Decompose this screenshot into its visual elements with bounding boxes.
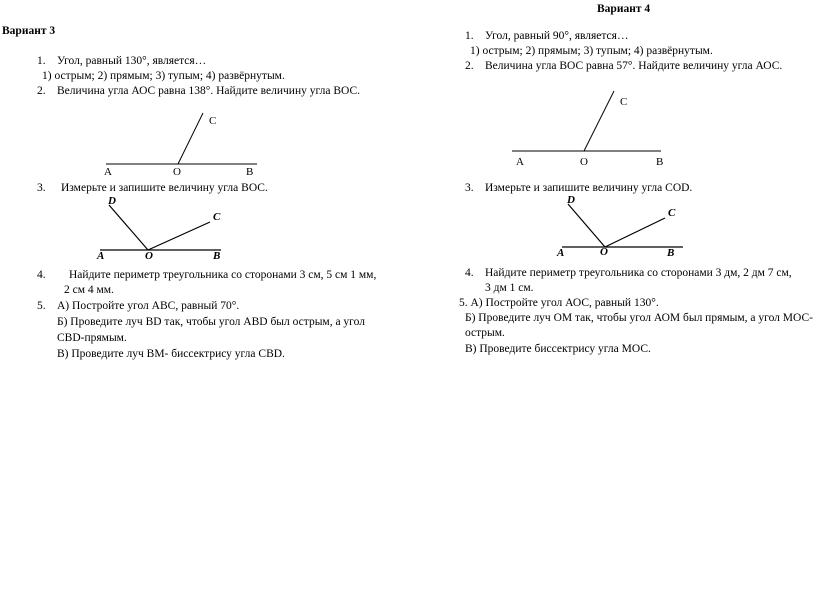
v3-q5-part-b-line1: Б) Проведите луч BD так, чтобы угол ABD был острым, а угол (57, 316, 365, 328)
v4-q4-text-line1: Найдите периметр треугольника со сторонами 3 дм, 2 дм 7 см, (485, 267, 792, 279)
v4-fig2-label-d: D (567, 194, 575, 206)
v4-q1-text: Угол, равный 90°, является… (485, 30, 629, 42)
v3-fig1-label-a: А (104, 166, 112, 178)
v4-fig2-ray-od (568, 204, 605, 247)
v4-fig2-ray-oc (605, 218, 665, 247)
v3-fig1-label-c: С (209, 115, 217, 127)
v4-fig1-label-a: А (516, 156, 524, 168)
v4-fig1-label-c: С (620, 96, 628, 108)
v4-q4-text-line2: 3 дм 1 см. (485, 282, 534, 294)
v4-q2-number: 2. (465, 60, 474, 72)
v3-q4-text-line1: Найдите периметр треугольника со сторонами 3 см, 5 см 1 мм, (69, 269, 377, 281)
v4-q1-options: 1) острым; 2) прямым; 3) тупым; 4) развёрнутым. (470, 45, 713, 57)
v3-q5-part-a: А) Постройте угол АВС, равный 70°. (57, 300, 240, 312)
v4-q5-part-c: В) Проведите биссектрису угла МОС. (465, 343, 651, 355)
v3-q1-options: 1) острым; 2) прямым; 3) тупым; 4) развёрнутым. (42, 70, 285, 82)
v3-fig2-label-o: O (145, 250, 153, 262)
v3-q1-number: 1. (37, 55, 46, 67)
v3-q5-part-c: В) Проведите луч ВМ- биссектрису угла CBD. (57, 348, 285, 360)
v4-q3-number: 3. (465, 182, 474, 194)
v4-fig2-label-o: O (600, 246, 608, 258)
v3-fig2-label-d: D (108, 195, 116, 207)
v3-q1-text: Угол, равный 130°, является… (57, 55, 207, 67)
v3-q4-number: 4. (37, 269, 46, 281)
v4-q5-part-b-line1: Б) Проведите луч ОМ так, чтобы угол АОМ был прямым, а угол МОС- (465, 312, 813, 324)
v3-q2-number: 2. (37, 85, 46, 97)
variant-3-title: Вариант 3 (2, 25, 56, 37)
v4-q2-text: Величина угла ВОС равна 57°. Найдите величину угла АОС. (485, 60, 783, 72)
variant-4-title: Вариант 4 (597, 3, 651, 15)
v3-fig1-label-b: В (246, 166, 254, 178)
v3-fig2-label-c: C (213, 211, 221, 223)
v4-q5-part-b-line2: острым. (465, 327, 505, 339)
v3-q3-text: Измерьте и запишите величину угла ВОС. (61, 182, 268, 194)
v3-q3-number: 3. (37, 182, 46, 194)
v4-q4-number: 4. (465, 267, 474, 279)
v3-q2-text: Величина угла АОС равна 138°. Найдите величину угла ВОС. (57, 85, 360, 97)
v4-fig2-label-a: A (557, 247, 565, 259)
v4-fig1-label-b: В (656, 156, 664, 168)
v3-fig2-label-b: B (213, 250, 221, 262)
v3-q5-part-b-line2: CBD-прямым. (57, 332, 127, 344)
v3-fig1-label-o: О (173, 166, 181, 178)
v4-fig2-label-b: B (667, 247, 675, 259)
v4-q1-number: 1. (465, 30, 474, 42)
v3-q5-number: 5. (37, 300, 46, 312)
v4-fig2-label-c: C (668, 207, 676, 219)
v4-q3-text: Измерьте и запишите величину угла COD. (485, 182, 693, 194)
v3-fig2-label-a: A (97, 250, 105, 262)
v4-fig1-label-o: О (580, 156, 588, 168)
v3-q4-text-line2: 2 см 4 мм. (64, 284, 114, 296)
v4-q5-part-a: 5. А) Постройте угол АОС, равный 130°. (459, 297, 659, 309)
